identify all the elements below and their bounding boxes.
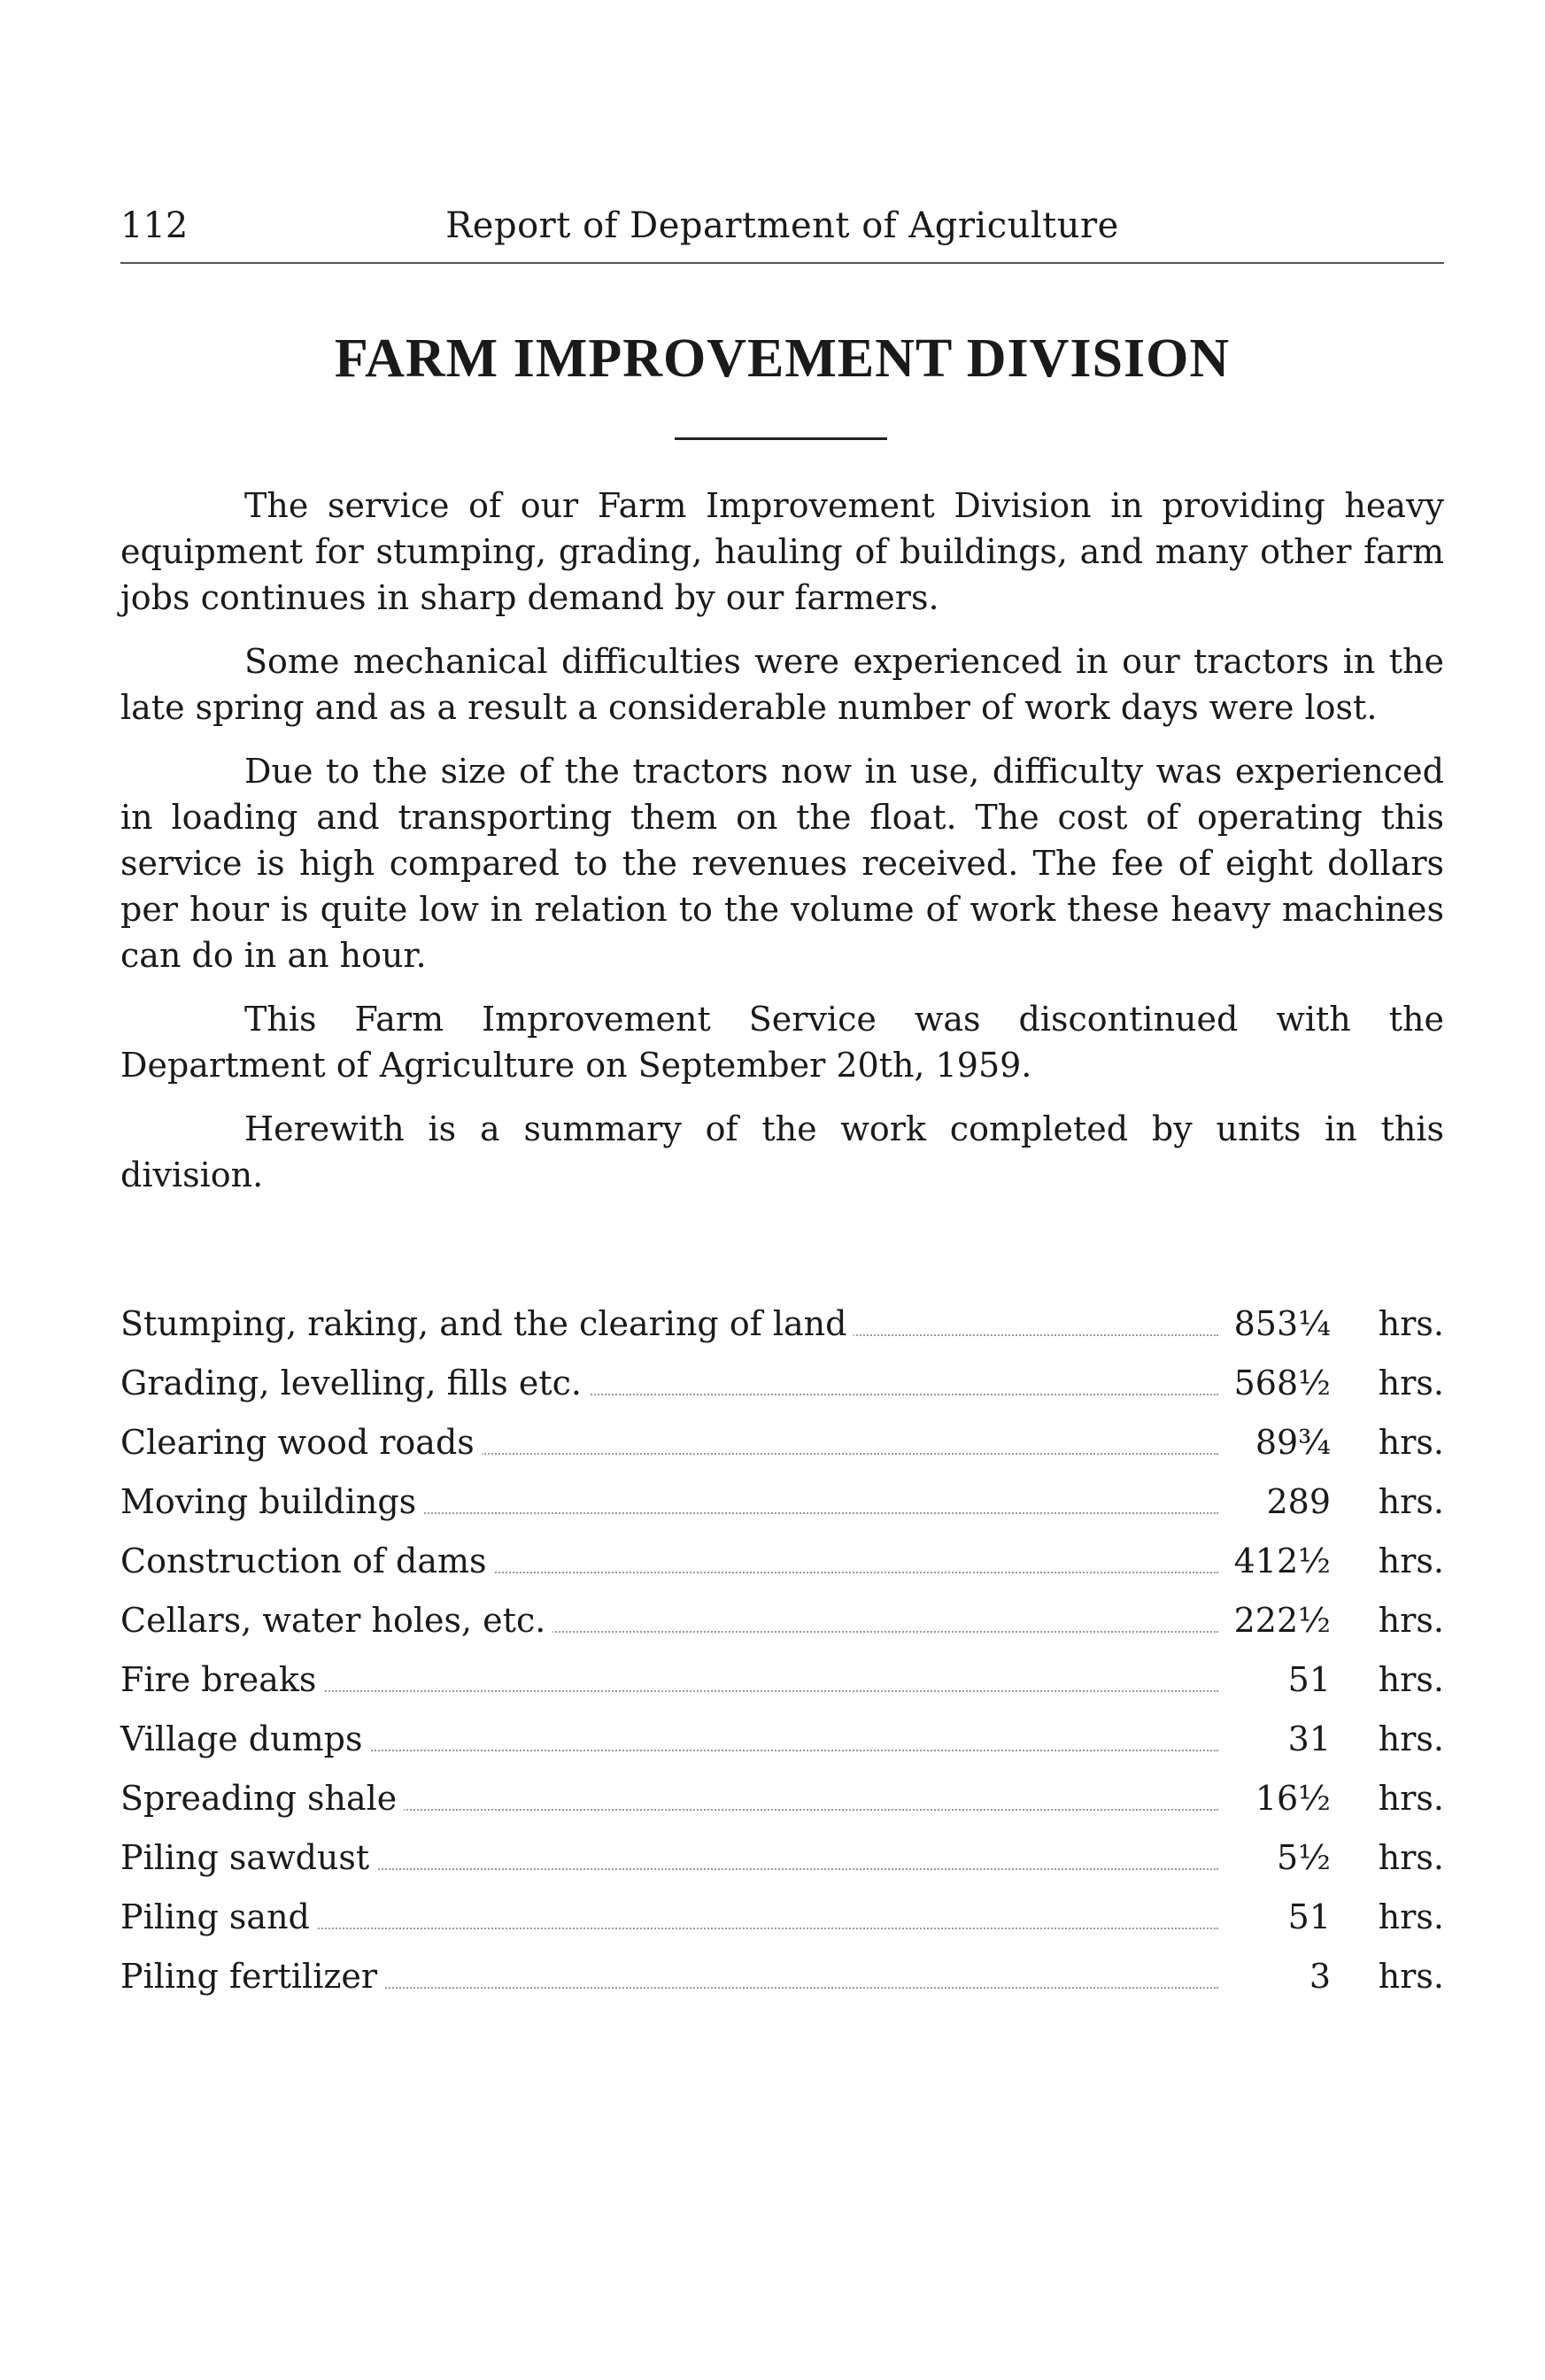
summary-table (120, 1294, 1444, 2006)
hours-value: 289 (1224, 1472, 1331, 1532)
work-type: Piling sawdust (120, 1828, 376, 1888)
hours-unit: hrs. (1378, 1542, 1444, 1580)
paragraph: Herewith is a summary of the work completed by units in this division. (120, 1109, 1444, 1194)
work-type: Moving buildings (120, 1472, 423, 1532)
paragraph: Some mechanical difficulties were experienced in our tractors in the late spring and as a result a considerable number of work days were lost. (120, 642, 1444, 727)
hours-unit: hrs. (1378, 1779, 1444, 1818)
page-number: 112 (120, 205, 189, 246)
body-text (120, 483, 1444, 1216)
hours-unit: hrs. (1378, 1838, 1444, 1877)
work-type: Stumping, raking, and the clearing of land (120, 1294, 854, 1354)
title-rule (675, 437, 887, 440)
hours-unit: hrs. (1378, 1482, 1444, 1521)
hours-value: 568½ (1224, 1354, 1331, 1413)
hours-value: 31 (1224, 1710, 1331, 1769)
summary-row (120, 1532, 1444, 1591)
paragraph: The service of our Farm Improvement Division in providing heavy equipment for stumping, grading, hauling of buildings, and many other farm jobs continues in sharp demand by our farmers. (120, 486, 1444, 617)
hours-value: 3 (1224, 1947, 1331, 2006)
hours-unit: hrs. (1378, 1957, 1444, 1996)
work-type: Fire breaks (120, 1650, 323, 1710)
summary-row (120, 1354, 1444, 1413)
work-type: Cellars, water holes, etc. (120, 1591, 552, 1650)
work-type: Construction of dams (120, 1532, 494, 1591)
section-title: FARM IMPROVEMENT DIVISION (334, 328, 1231, 389)
paragraph: Due to the size of the tractors now in use, difficulty was experienced in loading and transporting them on the float. The cost of operating this service is high compared to the revenues received. The fee of eight dollars per hour is quite low in relation to the volume of work these heavy machines can do in an hour. (120, 752, 1444, 975)
hours-unit: hrs. (1378, 1660, 1444, 1699)
summary-row (120, 1769, 1444, 1828)
hours-value: 222½ (1224, 1591, 1331, 1650)
page-header (120, 199, 1444, 252)
hours-value: 89¾ (1224, 1413, 1331, 1472)
hours-value: 16½ (1224, 1769, 1331, 1828)
hours-unit: hrs. (1378, 1719, 1444, 1758)
hours-value: 51 (1224, 1888, 1331, 1947)
work-type: Spreading shale (120, 1769, 404, 1828)
hours-value: 51 (1224, 1650, 1331, 1710)
summary-row (120, 1472, 1444, 1532)
summary-row (120, 1828, 1444, 1888)
hours-value: 412½ (1224, 1532, 1331, 1591)
hours-unit: hrs. (1378, 1364, 1444, 1402)
summary-row (120, 1413, 1444, 1472)
summary-row (120, 1710, 1444, 1769)
summary-row (120, 1650, 1444, 1710)
running-title: Report of Department of Agriculture (445, 205, 1119, 246)
summary-row (120, 1947, 1444, 2006)
document-page (120, 0, 1444, 2380)
paragraph: This Farm Improvement Service was discontinued with the Department of Agriculture on September 20th, 1959. (120, 1000, 1444, 1085)
hours-unit: hrs. (1378, 1304, 1444, 1343)
work-type: Piling fertilizer (120, 1947, 384, 2006)
summary-row (120, 1888, 1444, 1947)
work-type: Grading, levelling, fills etc. (120, 1354, 589, 1413)
hours-unit: hrs. (1378, 1423, 1444, 1462)
hours-unit: hrs. (1378, 1897, 1444, 1936)
work-type: Clearing wood roads (120, 1413, 482, 1472)
summary-row (120, 1294, 1444, 1354)
header-rule (120, 262, 1444, 264)
work-type: Village dumps (120, 1710, 369, 1769)
summary-row (120, 1591, 1444, 1650)
hours-value: 5½ (1224, 1828, 1331, 1888)
hours-unit: hrs. (1378, 1601, 1444, 1640)
work-type: Piling sand (120, 1888, 317, 1947)
hours-value: 853¼ (1224, 1294, 1331, 1354)
